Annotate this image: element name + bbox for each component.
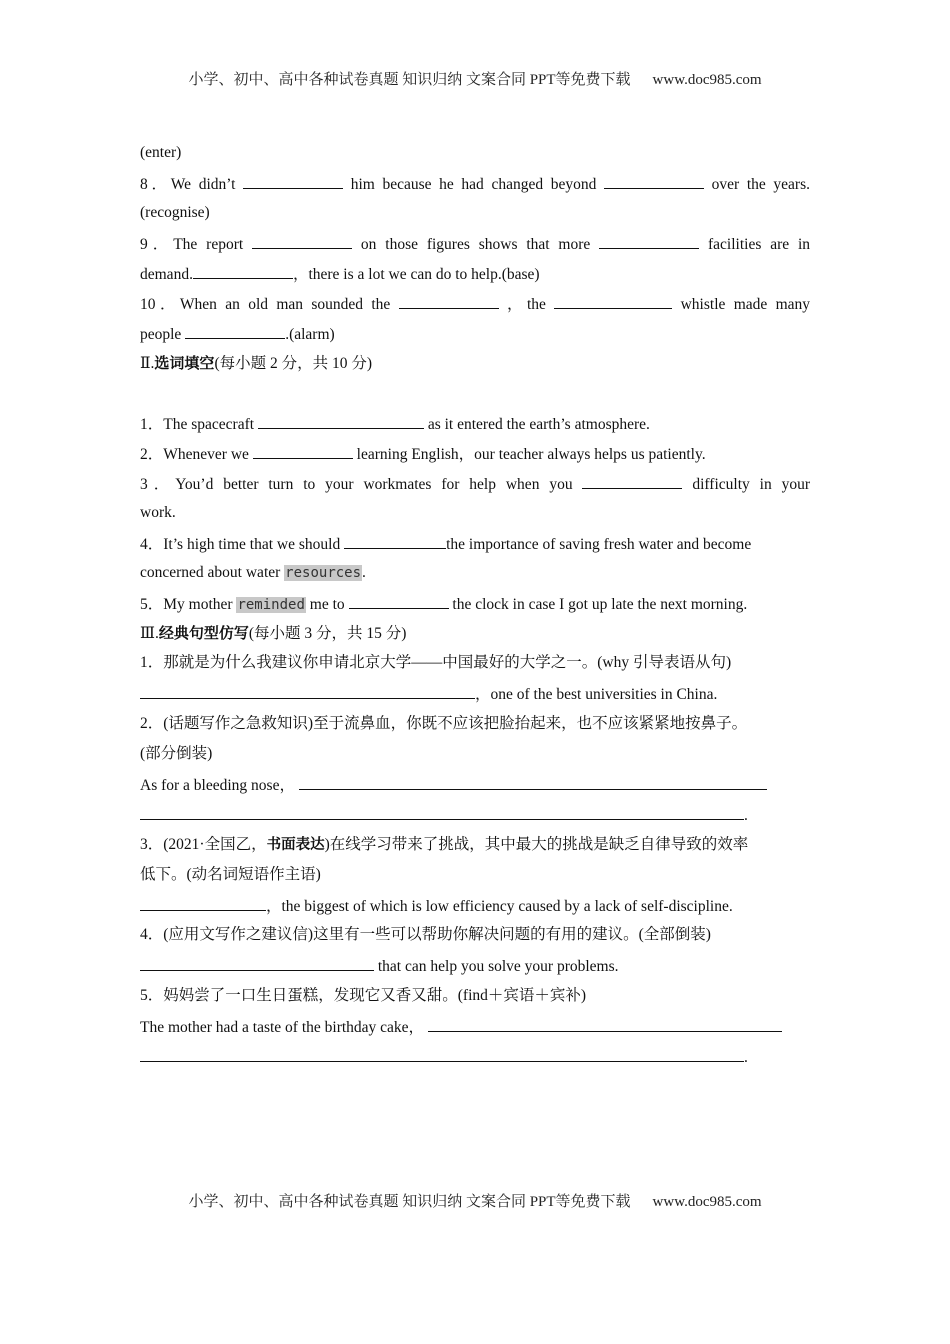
question-hint: (部分倒装)	[140, 744, 213, 762]
question-number: 3．	[140, 476, 176, 493]
section-title: 经典句型仿写	[158, 624, 249, 642]
question-number: 9．	[140, 236, 174, 253]
section-2-title	[140, 351, 810, 381]
question-text: as it entered the earth’s atmosphere.	[427, 416, 650, 433]
question-text: My mother	[163, 596, 233, 613]
answer-blank[interactable]	[349, 591, 449, 609]
question-text: that can help you solve your problems.	[377, 958, 619, 975]
p2-question-2	[140, 441, 810, 471]
question-text: The mother had a taste of the birthday cake，	[140, 1018, 425, 1036]
q7-hint-line	[140, 141, 810, 171]
question-text: work.	[140, 504, 176, 521]
question-source-bold: 书面表达	[266, 836, 325, 853]
answer-blank[interactable]	[243, 171, 343, 189]
question-prompt: 那就是为什么我建议你申请北京大学——中国最好的大学之一。(why 引导表语从句)	[163, 654, 732, 671]
answer-blank[interactable]	[344, 531, 446, 549]
question-text: learning English，our teacher always helps us patiently.	[356, 446, 706, 463]
p3-question-2	[140, 712, 810, 742]
section-title: 选词填空	[154, 354, 215, 372]
worksheet-content	[140, 141, 810, 1075]
question-text: facilities are in	[708, 236, 811, 253]
question-text: .(alarm)	[285, 326, 335, 343]
question-9-cont	[140, 261, 810, 291]
question-text: The spacecraft	[163, 416, 255, 433]
question-number: 4．	[140, 536, 164, 553]
question-text: .	[362, 564, 366, 581]
footer-text: 小学、初中、高中各种试卷真题 知识归纳 文案合同 PPT等免费下载	[188, 1194, 631, 1210]
answer-blank[interactable]	[193, 261, 293, 279]
answer-blank[interactable]	[428, 1014, 782, 1032]
question-number: 10．	[140, 296, 180, 313]
p3-question-5	[140, 984, 810, 1014]
p3-question-1	[140, 651, 810, 681]
question-text: We didn’t	[170, 176, 236, 193]
question-number: 5．	[140, 986, 164, 1004]
question-number: 5．	[140, 596, 164, 613]
answer-blank[interactable]	[599, 231, 699, 249]
p2-question-3-cont	[140, 501, 810, 531]
question-number: 2．	[140, 446, 164, 463]
footer-site-link[interactable]: www.doc985.com	[652, 1194, 762, 1210]
question-text: whistle made many	[680, 296, 811, 313]
q7-hint: (enter)	[140, 144, 182, 161]
question-prompt: 妈妈尝了一口生日蛋糕，发现它又香又甜。(find＋宾语＋宾补)	[163, 986, 587, 1004]
p2-question-4-cont	[140, 561, 810, 591]
question-10-cont	[140, 321, 810, 351]
answer-blank[interactable]	[582, 471, 682, 489]
question-prompt: (应用文写作之建议信)这里有一些可以帮助你解决问题的有用的建议。(全部倒装)	[163, 926, 711, 943]
p3-question-4-answer	[140, 953, 810, 984]
question-text: It’s high time that we should	[163, 536, 341, 553]
question-text: the importance of saving fresh water and become	[446, 536, 752, 553]
answer-blank[interactable]	[258, 411, 424, 429]
question-text: demand.	[140, 266, 193, 283]
answer-blank[interactable]	[299, 772, 767, 790]
page-footer	[0, 1190, 950, 1211]
answer-blank[interactable]	[554, 291, 672, 309]
question-prompt: (话题写作之急救知识)至于流鼻血，你既不应该把脸抬起来，也不应该紧紧地按鼻子。	[163, 714, 748, 732]
period: .	[744, 807, 748, 824]
p2-question-1	[140, 411, 810, 441]
question-text: me to	[309, 596, 345, 613]
question-source: (2021·全国乙，	[163, 835, 267, 853]
question-text: the clock in case I got up late the next morning.	[452, 596, 748, 613]
answer-blank[interactable]	[140, 1044, 744, 1062]
p2-question-3	[140, 471, 810, 501]
answer-blank[interactable]	[140, 893, 266, 911]
p3-question-3-answer	[140, 893, 810, 924]
question-text: concerned about water	[140, 564, 281, 581]
p3-question-3-cont	[140, 863, 810, 893]
question-text: ，the	[507, 296, 546, 313]
question-8	[140, 171, 810, 201]
answer-blank[interactable]	[399, 291, 499, 309]
question-number: 3．	[140, 835, 164, 853]
question-9	[140, 231, 810, 261]
question-text: ，there is a lot we can do to help.(base)	[292, 266, 540, 283]
question-text: ，one of the best universities in China.	[475, 686, 718, 703]
question-prompt: )在线学习带来了挑战，其中最大的挑战是缺乏自律导致的效率	[324, 835, 749, 853]
period: .	[744, 1049, 748, 1066]
question-prompt: 低下。(动名词短语作主语)	[140, 865, 321, 883]
header-text: 小学、初中、高中各种试卷真题 知识归纳 文案合同 PPT等免费下载	[188, 72, 631, 88]
question-8-hint	[140, 201, 810, 231]
answer-blank[interactable]	[253, 441, 353, 459]
question-text: When an old man sounded the	[179, 296, 391, 313]
question-number: 2．	[140, 714, 164, 732]
question-number: 1．	[140, 654, 164, 671]
answer-blank[interactable]	[140, 681, 475, 699]
question-text: him because he had changed beyond	[350, 176, 597, 193]
question-text: As for a bleeding nose，	[140, 776, 295, 794]
p2-question-4	[140, 531, 810, 561]
question-hint: (recognise)	[140, 204, 210, 221]
question-text: Whenever we	[163, 446, 249, 463]
p3-question-5-answer-cont	[140, 1044, 810, 1075]
question-text: The report	[173, 236, 244, 253]
page-header	[0, 68, 950, 89]
question-number: 4．	[140, 926, 164, 943]
p3-question-2-hint	[140, 742, 810, 772]
p3-question-2-answer-cont	[140, 802, 810, 833]
question-text: You’d better turn to your workmates for help when you	[175, 476, 573, 493]
answer-blank[interactable]	[140, 802, 744, 820]
p2-question-5	[140, 591, 810, 621]
question-text: difficulty in your	[692, 476, 810, 493]
answer-blank[interactable]	[252, 231, 352, 249]
section-score: (每小题 2 分，共 10 分)	[214, 355, 373, 372]
highlighted-word: reminded	[237, 597, 305, 613]
question-text: people	[140, 326, 182, 343]
answer-blank[interactable]	[185, 321, 285, 339]
answer-blank[interactable]	[604, 171, 704, 189]
answer-blank[interactable]	[140, 953, 374, 971]
section-numeral: Ⅲ.	[140, 625, 159, 642]
question-text: on those figures shows that more	[360, 236, 591, 253]
question-10	[140, 291, 810, 321]
question-number: 1．	[140, 416, 164, 433]
p3-question-2-answer	[140, 772, 810, 803]
highlighted-word: resources	[285, 565, 362, 581]
header-site-link[interactable]: www.doc985.com	[652, 72, 762, 88]
section-3-title	[140, 621, 810, 651]
section-numeral: Ⅱ.	[140, 355, 155, 372]
question-text: ，the biggest of which is low efficiency caused by a lack of self-discipline.	[266, 897, 733, 915]
p3-question-4	[140, 923, 810, 953]
question-text: over the years.	[711, 176, 810, 193]
p3-question-5-answer	[140, 1014, 810, 1045]
question-number: 8．	[140, 176, 171, 193]
p3-question-3	[140, 833, 810, 863]
p3-question-1-answer	[140, 681, 810, 712]
section-score: (每小题 3 分，共 15 分)	[248, 625, 407, 642]
